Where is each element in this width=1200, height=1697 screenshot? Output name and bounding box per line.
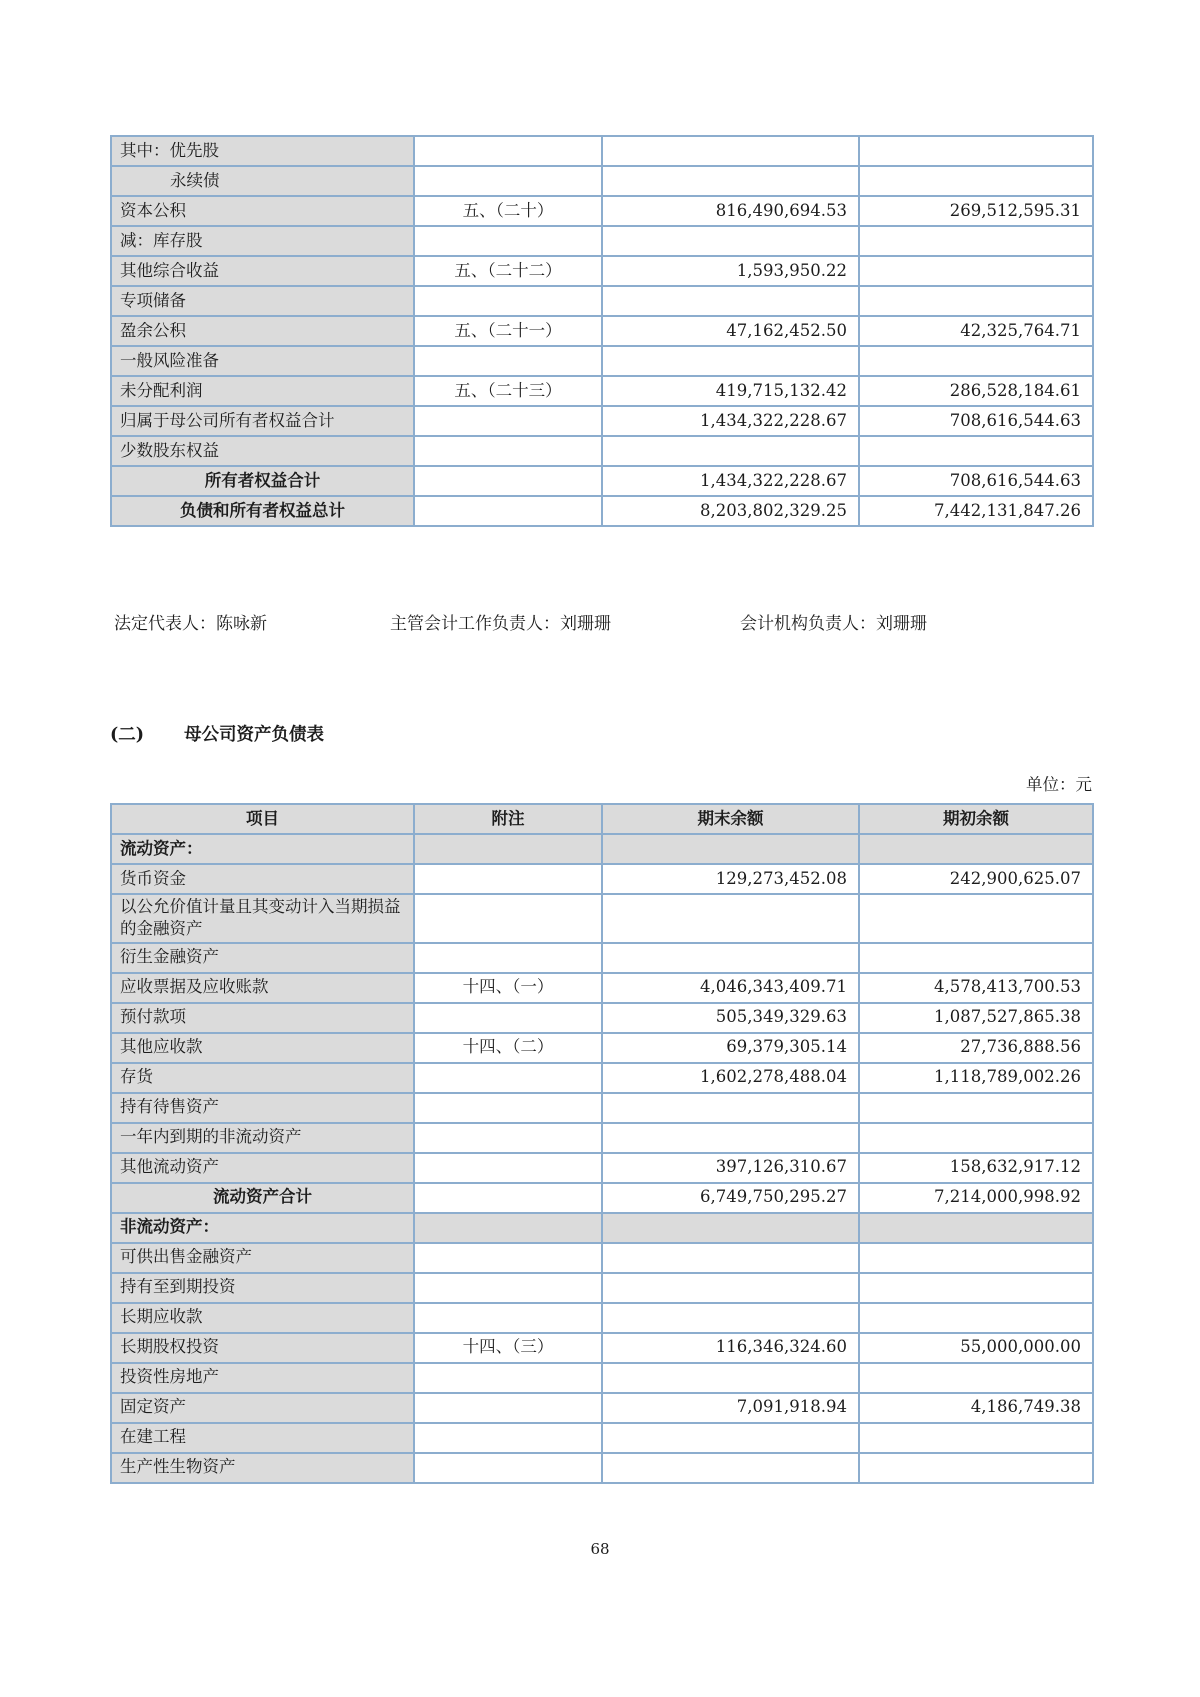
table-row <box>111 286 1093 316</box>
table-row <box>111 1153 1093 1183</box>
begin-balance-cell: 4,186,749.38 <box>859 1393 1093 1423</box>
end-balance-cell: 7,091,918.94 <box>602 1393 859 1423</box>
begin-balance-cell: 7,442,131,847.26 <box>859 496 1093 526</box>
signature-line <box>110 609 1092 633</box>
note-cell <box>414 1393 602 1423</box>
begin-balance-cell <box>859 1123 1093 1153</box>
note-cell <box>414 864 602 894</box>
chief-accountant: 主管会计工作负责人：刘珊珊 <box>390 614 611 634</box>
end-balance-cell <box>602 136 859 166</box>
note-cell <box>414 1453 602 1483</box>
section-title: 母公司资产负债表 <box>184 725 325 745</box>
item-cell: 投资性房地产 <box>111 1363 414 1393</box>
note-cell: 十四、（三） <box>414 1333 602 1363</box>
item-cell: 其他应收款 <box>111 1033 414 1063</box>
begin-balance-cell: 242,900,625.07 <box>859 864 1093 894</box>
end-balance-cell: 816,490,694.53 <box>602 196 859 226</box>
begin-balance-cell: 55,000,000.00 <box>859 1333 1093 1363</box>
table-row <box>111 196 1093 226</box>
item-cell: 一年内到期的非流动资产 <box>111 1123 414 1153</box>
table-row <box>111 1093 1093 1123</box>
item-cell: 可供出售金融资产 <box>111 1243 414 1273</box>
begin-balance-cell <box>859 226 1093 256</box>
end-balance-cell: 1,593,950.22 <box>602 256 859 286</box>
item-cell: 负债和所有者权益总计 <box>111 496 414 526</box>
end-balance-cell: 1,434,322,228.67 <box>602 406 859 436</box>
note-cell <box>414 1363 602 1393</box>
item-cell: 预付款项 <box>111 1003 414 1033</box>
table-row <box>111 1423 1093 1453</box>
item-cell: 盈余公积 <box>111 316 414 346</box>
page-number: 68 <box>590 1540 610 1558</box>
note-cell <box>414 226 602 256</box>
begin-balance-cell <box>859 1423 1093 1453</box>
end-balance-cell <box>602 346 859 376</box>
unit-label: 单位：元 <box>1026 775 1092 794</box>
legal-representative: 法定代表人：陈咏新 <box>114 614 267 634</box>
section-heading <box>110 721 1092 745</box>
end-balance-cell <box>602 1243 859 1273</box>
note-cell: 五、（二十） <box>414 196 602 226</box>
item-cell: 衍生金融资产 <box>111 943 414 973</box>
begin-balance-cell <box>859 346 1093 376</box>
note-cell <box>414 1153 602 1183</box>
begin-balance-cell <box>859 894 1093 943</box>
table-row <box>111 834 1093 864</box>
note-cell <box>414 1123 602 1153</box>
table-row <box>111 136 1093 166</box>
end-balance-cell <box>602 894 859 943</box>
item-cell: 持有至到期投资 <box>111 1273 414 1303</box>
equity-table <box>110 135 1094 527</box>
end-balance-cell <box>602 1273 859 1303</box>
column-header-end-balance: 期末余额 <box>602 804 859 834</box>
table-row <box>111 436 1093 466</box>
end-balance-cell <box>602 1303 859 1333</box>
column-header-begin-balance: 期初余额 <box>859 804 1093 834</box>
end-balance-cell <box>602 286 859 316</box>
item-cell: 存货 <box>111 1063 414 1093</box>
note-cell <box>414 1273 602 1303</box>
begin-balance-cell: 708,616,544.63 <box>859 406 1093 436</box>
begin-balance-cell: 269,512,595.31 <box>859 196 1093 226</box>
note-cell <box>414 406 602 436</box>
item-cell: 流动资产合计 <box>111 1183 414 1213</box>
item-cell: 其中：优先股 <box>111 136 414 166</box>
table-row <box>111 1363 1093 1393</box>
item-cell: 流动资产： <box>111 834 414 864</box>
begin-balance-cell: 708,616,544.63 <box>859 466 1093 496</box>
table-row <box>111 1273 1093 1303</box>
note-cell <box>414 1183 602 1213</box>
table-row <box>111 1003 1093 1033</box>
table-row <box>111 1303 1093 1333</box>
table-row <box>111 166 1093 196</box>
begin-balance-cell <box>859 1213 1093 1243</box>
table-row <box>111 1393 1093 1423</box>
note-cell <box>414 834 602 864</box>
begin-balance-cell: 42,325,764.71 <box>859 316 1093 346</box>
end-balance-cell <box>602 1213 859 1243</box>
end-balance-cell: 1,602,278,488.04 <box>602 1063 859 1093</box>
end-balance-cell <box>602 1123 859 1153</box>
note-cell <box>414 1423 602 1453</box>
item-cell: 持有待售资产 <box>111 1093 414 1123</box>
item-cell: 固定资产 <box>111 1393 414 1423</box>
end-balance-cell: 6,749,750,295.27 <box>602 1183 859 1213</box>
begin-balance-cell <box>859 943 1093 973</box>
item-cell: 未分配利润 <box>111 376 414 406</box>
page-content <box>110 135 1092 1484</box>
note-cell <box>414 286 602 316</box>
table-row <box>111 466 1093 496</box>
item-cell: 少数股东权益 <box>111 436 414 466</box>
item-cell: 资本公积 <box>111 196 414 226</box>
begin-balance-cell <box>859 166 1093 196</box>
note-cell: 十四、（一） <box>414 973 602 1003</box>
end-balance-cell: 397,126,310.67 <box>602 1153 859 1183</box>
table-row <box>111 1063 1093 1093</box>
item-cell: 以公允价值计量且其变动计入当期损益的金融资产 <box>111 894 414 943</box>
table-row <box>111 256 1093 286</box>
note-cell <box>414 496 602 526</box>
section-number: (二) <box>110 725 145 745</box>
begin-balance-cell <box>859 286 1093 316</box>
item-cell: 减：库存股 <box>111 226 414 256</box>
begin-balance-cell <box>859 834 1093 864</box>
end-balance-cell <box>602 436 859 466</box>
note-cell <box>414 466 602 496</box>
item-cell: 长期股权投资 <box>111 1333 414 1363</box>
table-header <box>111 804 1093 834</box>
table-row <box>111 1453 1093 1483</box>
item-cell: 永续债 <box>111 166 414 196</box>
note-cell: 五、（二十二） <box>414 256 602 286</box>
item-cell: 生产性生物资产 <box>111 1453 414 1483</box>
end-balance-cell <box>602 1363 859 1393</box>
end-balance-cell: 4,046,343,409.71 <box>602 973 859 1003</box>
note-cell <box>414 1003 602 1033</box>
table-row <box>111 1183 1093 1213</box>
table-row <box>111 1333 1093 1363</box>
end-balance-cell: 69,379,305.14 <box>602 1033 859 1063</box>
table-row <box>111 1123 1093 1153</box>
begin-balance-cell: 1,118,789,002.26 <box>859 1063 1093 1093</box>
note-cell <box>414 1243 602 1273</box>
begin-balance-cell: 1,087,527,865.38 <box>859 1003 1093 1033</box>
begin-balance-cell <box>859 1303 1093 1333</box>
table-row <box>111 1243 1093 1273</box>
table-row <box>111 894 1093 943</box>
table-row <box>111 864 1093 894</box>
item-cell: 其他流动资产 <box>111 1153 414 1183</box>
begin-balance-cell: 286,528,184.61 <box>859 376 1093 406</box>
begin-balance-cell: 158,632,917.12 <box>859 1153 1093 1183</box>
end-balance-cell: 505,349,329.63 <box>602 1003 859 1033</box>
column-header-item: 项目 <box>111 804 414 834</box>
end-balance-cell: 47,162,452.50 <box>602 316 859 346</box>
table-row <box>111 496 1093 526</box>
equity-table-body <box>111 136 1093 526</box>
end-balance-cell: 1,434,322,228.67 <box>602 466 859 496</box>
end-balance-cell: 116,346,324.60 <box>602 1333 859 1363</box>
accounting-head: 会计机构负责人：刘珊珊 <box>740 614 927 634</box>
item-cell: 货币资金 <box>111 864 414 894</box>
note-cell <box>414 943 602 973</box>
note-cell <box>414 1063 602 1093</box>
item-cell: 一般风险准备 <box>111 346 414 376</box>
begin-balance-cell <box>859 1273 1093 1303</box>
begin-balance-cell <box>859 1453 1093 1483</box>
end-balance-cell: 129,273,452.08 <box>602 864 859 894</box>
table-row <box>111 346 1093 376</box>
begin-balance-cell: 27,736,888.56 <box>859 1033 1093 1063</box>
note-cell <box>414 136 602 166</box>
end-balance-cell <box>602 1453 859 1483</box>
end-balance-cell <box>602 834 859 864</box>
end-balance-cell: 419,715,132.42 <box>602 376 859 406</box>
begin-balance-cell <box>859 436 1093 466</box>
table-row <box>111 226 1093 256</box>
begin-balance-cell <box>859 256 1093 286</box>
item-cell: 所有者权益合计 <box>111 466 414 496</box>
table-row <box>111 1213 1093 1243</box>
end-balance-cell <box>602 1093 859 1123</box>
end-balance-cell <box>602 226 859 256</box>
end-balance-cell: 8,203,802,329.25 <box>602 496 859 526</box>
note-cell: 十四、（二） <box>414 1033 602 1063</box>
begin-balance-cell <box>859 1093 1093 1123</box>
table-row <box>111 406 1093 436</box>
note-cell: 五、（二十三） <box>414 376 602 406</box>
item-cell: 其他综合收益 <box>111 256 414 286</box>
begin-balance-cell <box>859 1243 1093 1273</box>
note-cell <box>414 436 602 466</box>
end-balance-cell <box>602 943 859 973</box>
table-row <box>111 376 1093 406</box>
note-cell <box>414 166 602 196</box>
begin-balance-cell <box>859 136 1093 166</box>
begin-balance-cell: 4,578,413,700.53 <box>859 973 1093 1003</box>
header-row <box>111 804 1093 834</box>
parent-balance-sheet-table <box>110 803 1094 1484</box>
note-cell <box>414 346 602 376</box>
begin-balance-cell <box>859 1363 1093 1393</box>
note-cell <box>414 1213 602 1243</box>
end-balance-cell <box>602 1423 859 1453</box>
item-cell: 长期应收款 <box>111 1303 414 1333</box>
end-balance-cell <box>602 166 859 196</box>
table-row <box>111 973 1093 1003</box>
balance-sheet-body <box>111 834 1093 1483</box>
table-row <box>111 1033 1093 1063</box>
item-cell: 在建工程 <box>111 1423 414 1453</box>
note-cell <box>414 1303 602 1333</box>
table-row <box>111 316 1093 346</box>
note-cell <box>414 1093 602 1123</box>
item-cell: 非流动资产： <box>111 1213 414 1243</box>
column-header-note: 附注 <box>414 804 602 834</box>
begin-balance-cell: 7,214,000,998.92 <box>859 1183 1093 1213</box>
item-cell: 应收票据及应收账款 <box>111 973 414 1003</box>
table-row <box>111 943 1093 973</box>
item-cell: 归属于母公司所有者权益合计 <box>111 406 414 436</box>
note-cell <box>414 894 602 943</box>
item-cell: 专项储备 <box>111 286 414 316</box>
note-cell: 五、（二十一） <box>414 316 602 346</box>
